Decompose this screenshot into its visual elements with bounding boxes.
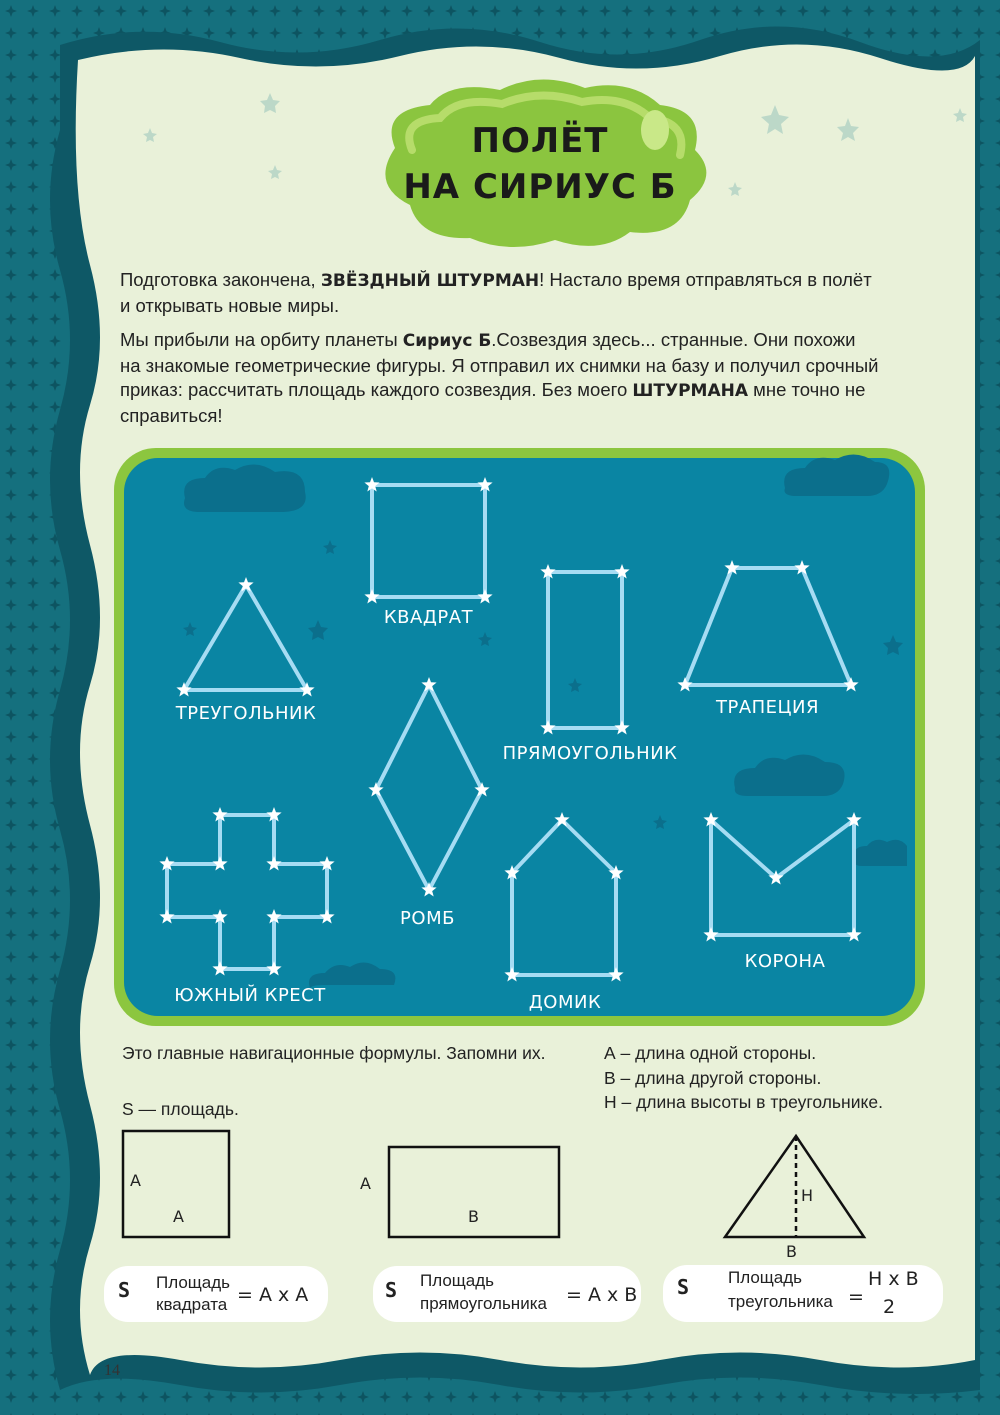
square-side-left-label: А (130, 1171, 141, 1190)
formula-equals: = (848, 1286, 864, 1308)
label-southern-cross: ЮЖНЫЙ КРЕСТ (174, 985, 326, 1006)
formula-label-line2: прямоугольника (420, 1294, 547, 1313)
formula-label-line1: Площадь (728, 1268, 803, 1287)
square-side-bottom-label: А (173, 1207, 184, 1226)
formula-numerator: Н х В (868, 1268, 919, 1290)
rect-side-bottom-label: В (468, 1207, 479, 1226)
formula-denominator: 2 (883, 1296, 896, 1318)
intro-text: на знакомые геометрические фигуры. Я отправил их снимки на базу и получил срочный (120, 354, 879, 376)
formula-label-line2: треугольника (728, 1292, 833, 1311)
tri-height-label: Н (801, 1186, 814, 1205)
intro-highlight: ЗВЁЗДНЫЙ ШТУРМАН (320, 271, 540, 291)
intro-text: приказ: рассчитать площадь каждого созвездия. Без моего (120, 379, 633, 400)
intro-highlight: ШТУРМАНА (632, 381, 748, 401)
formula-label-line1: Площадь (156, 1273, 231, 1292)
intro-paragraph-2 (120, 328, 910, 428)
label-trapezoid: ТРАПЕЦИЯ (715, 697, 820, 718)
s-symbol: S (118, 1278, 131, 1302)
formulas-intro: Это главные навигационные формулы. Запомни их. (122, 1043, 546, 1063)
tri-base-label: В (786, 1242, 797, 1261)
label-square: КВАДРАТ (383, 607, 474, 628)
intro-text: справиться! (120, 404, 223, 426)
label-triangle: ТРЕУГОЛЬНИК (175, 703, 317, 724)
intro-text: Мы прибыли на орбиту планеты (120, 329, 403, 350)
rectangle-formula (373, 1266, 641, 1322)
s-symbol: S (385, 1278, 398, 1302)
label-crown: КОРОНА (744, 951, 826, 972)
page-title (395, 118, 685, 210)
formula-label-line2: квадрата (156, 1295, 228, 1314)
triangle-formula (663, 1265, 943, 1322)
intro-text: .Созвездия здесь... странные. Они похожи (491, 329, 856, 350)
legend-b: В – длина другой стороны. (604, 1068, 822, 1088)
square-formula (104, 1266, 328, 1322)
label-rectangle: ПРЯМОУГОЛЬНИК (502, 743, 678, 764)
formula-expression: = А х В (566, 1284, 638, 1306)
label-rhombus: РОМБ (400, 908, 455, 929)
page-number: 14 (104, 1362, 120, 1379)
intro-text: ! Настало время отправляться в полёт (539, 269, 872, 290)
title-line-1: ПОЛЁТ (471, 121, 609, 161)
title-line-2: НА СИРИУС Б (403, 167, 677, 207)
formula-label-line1: Площадь (420, 1271, 495, 1290)
s-symbol: S (677, 1275, 690, 1299)
intro-text: Подготовка закончена, (120, 269, 321, 290)
intro-text: мне точно не (748, 379, 866, 400)
s-definition: S — площадь. (122, 1099, 239, 1119)
rect-side-left-label: А (360, 1174, 371, 1193)
legend-a: А – длина одной стороны. (604, 1043, 817, 1063)
intro-highlight: Сириус Б (402, 331, 492, 351)
legend-h: Н – длина высоты в треугольнике. (604, 1092, 883, 1112)
label-house: ДОМИК (528, 992, 602, 1013)
intro-paragraph-1 (120, 268, 910, 318)
formula-expression: = А х А (237, 1284, 309, 1306)
intro-text: и открывать новые миры. (120, 294, 340, 316)
